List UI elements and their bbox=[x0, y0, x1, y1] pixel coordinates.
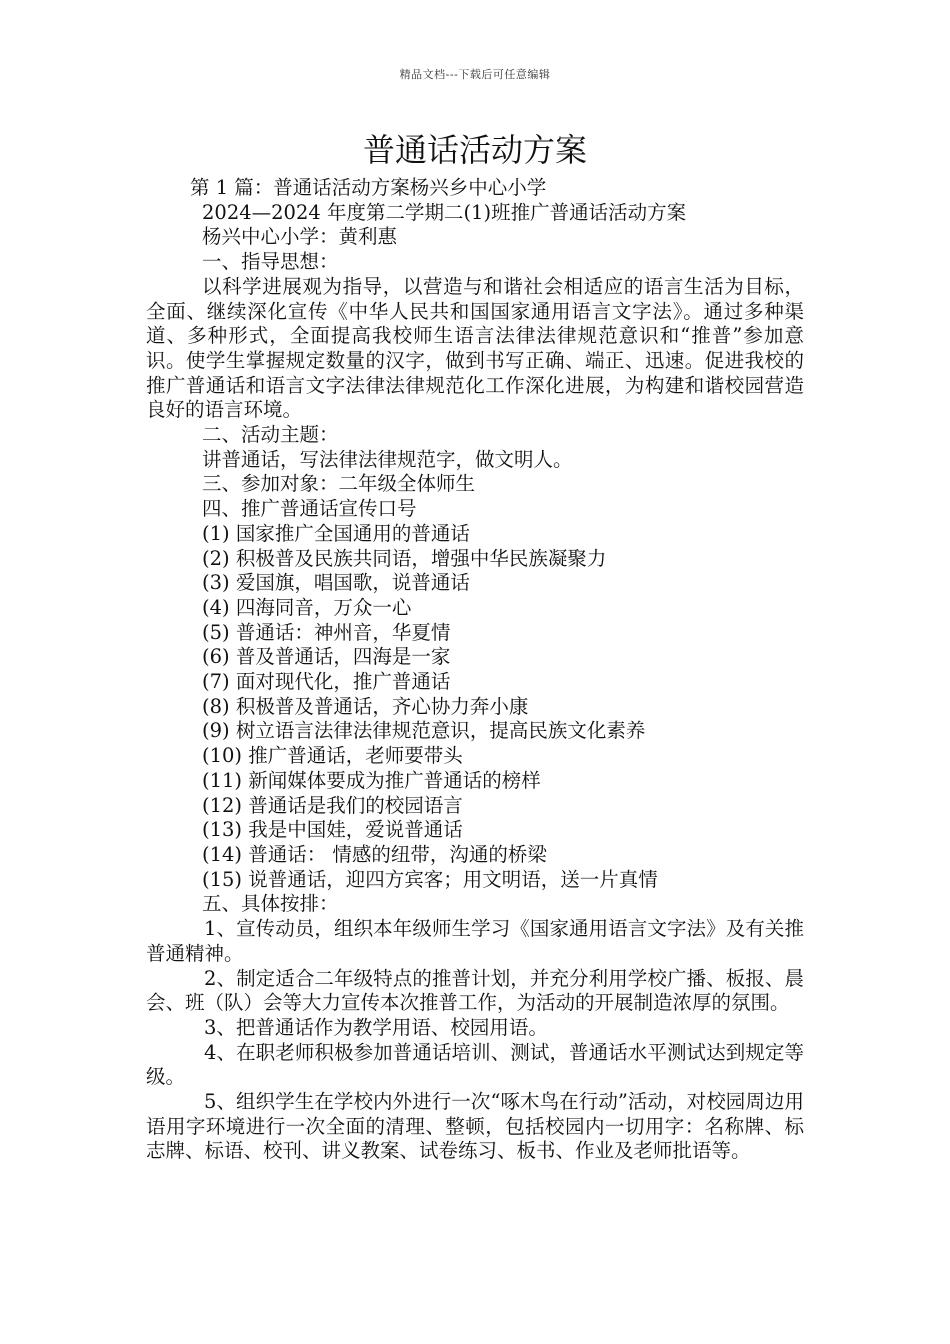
arrangement-item: 3、把普通话作为教学用语、校园用语。 bbox=[204, 1015, 548, 1039]
section-heading-participants: 三、参加对象：二年级全体师生 bbox=[202, 472, 476, 496]
theme-text: 讲普通话，写法律法律规范字，做文明人。 bbox=[202, 447, 573, 471]
slogan-item: (4) 四海同音，万众一心 bbox=[202, 595, 412, 619]
author-line: 杨兴中心小学：黄利惠 bbox=[202, 225, 398, 249]
slogan-item: (6) 普及普通话，四海是一家 bbox=[202, 645, 451, 669]
arrangement-item: 1、宣传动员，组织本年级师生学习《国家通用语言文字法》及有关推普通精神。 bbox=[146, 917, 804, 965]
slogan-item: (8) 积极普及普通话，齐心协力奔小康 bbox=[202, 694, 529, 718]
document-title: 普通话活动方案 bbox=[362, 131, 587, 169]
slogan-item: (5) 普通话：神州音，华夏情 bbox=[202, 620, 451, 644]
slogan-item: (3) 爱国旗，唱国歌，说普通话 bbox=[202, 571, 470, 595]
slogan-item: (9) 树立语言法律法律规范意识，提高民族文化素养 bbox=[202, 719, 646, 743]
slogan-item: (1) 国家推广全国通用的普通话 bbox=[202, 521, 470, 545]
slogan-item: (15) 说普通话，迎四方宾客；用文明语，送一片真情 bbox=[202, 867, 658, 891]
arrangement-item: 2、制定适合二年级特点的推普计划，并充分利用学校广播、板报、晨会、班（队）会等大力宣传本次推普工作，为活动的开展制造浓厚的氛围。 bbox=[146, 966, 804, 1015]
slogan-item: (12) 普通话是我们的校园语言 bbox=[202, 793, 463, 817]
slogan-item: (14) 普通话： 情感的纽带，沟通的桥梁 bbox=[202, 842, 547, 866]
section-heading-arrangement: 五、具体按排： bbox=[202, 892, 339, 916]
arrangement-list bbox=[146, 917, 804, 1164]
section-heading-guiding: 一、指导思想： bbox=[202, 250, 339, 274]
slogan-item: (13) 我是中国娃，爱说普通话 bbox=[202, 818, 463, 842]
document-body bbox=[146, 176, 804, 1164]
arrangement-item: 5、组织学生在学校内外进行一次“啄木鸟在行动”活动，对校园周边用语用字环境进行一次全面的清理、整顿，包括校园内一切用字：名称牌、标志牌、标语、校刊、讲义教案、试卷练习、板书、作业及老师批语等。 bbox=[146, 1090, 804, 1163]
slogan-list bbox=[146, 522, 804, 893]
header-note: 精品文档---下载后可任意编辑 bbox=[399, 68, 551, 81]
slogan-item: (10) 推广普通话，老师要带头 bbox=[202, 744, 463, 768]
slogan-item: (11) 新闻媒体要成为推广普通话的榜样 bbox=[202, 768, 541, 792]
chapter-line: 第 1 篇：普通话活动方案杨兴乡中心小学 bbox=[190, 176, 547, 199]
slogan-item: (2) 积极普及民族共同语，增强中华民族凝聚力 bbox=[202, 546, 607, 570]
section-heading-theme: 二、活动主题： bbox=[202, 423, 339, 447]
section-heading-slogans: 四、推广普通话宣传口号 bbox=[202, 497, 417, 521]
plan-title-line: 2024—2024 年度第二学期二(1)班推广普通话活动方案 bbox=[202, 200, 687, 224]
arrangement-item: 4、在职老师积极参加普通话培训、测试，普通话水平测试达到规定等级。 bbox=[146, 1040, 804, 1089]
guiding-paragraph: 以科学进展观为指导，以营造与和谐社会相适应的语言生活为目标，全面、继续深化宣传《中华人民共和国国家通用语言文字法》。通过多种渠道、多种形式，全面提高我校师生语言法律法律规范意识和“推普”参加意识。使学生掌握规定数量的汉字，做到书写正确、端正、迅速。促进我校的推广普通话和语言文字法律法律规范化工作深化进展，为构建和谐校园营造良好的语言环境。 bbox=[146, 274, 804, 422]
slogan-item: (7) 面对现代化，推广普通话 bbox=[202, 670, 451, 694]
